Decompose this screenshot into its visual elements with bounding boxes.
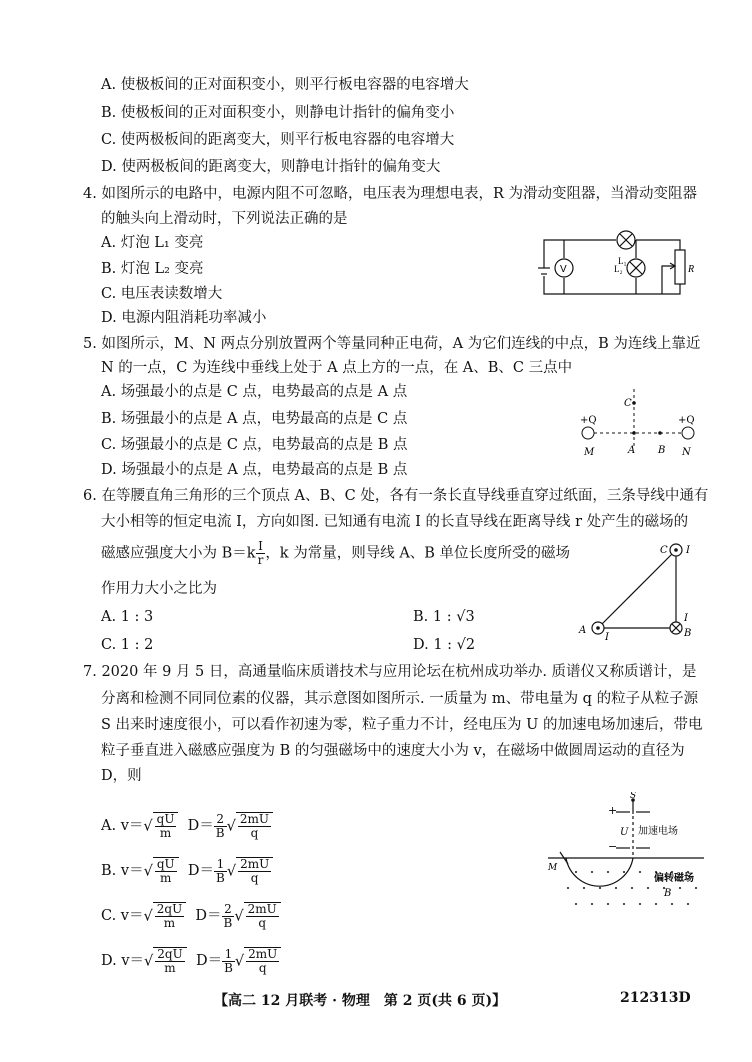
q6-current-a-label: I <box>605 632 609 643</box>
q4-circuit-diagram <box>530 228 700 303</box>
q7-stem-line3: S 出来时速度很小，可以看作初速为零，粒子重力不计，经电压为 U 的加速电场加速后，带电 <box>101 717 703 733</box>
q4-option-c: C. 电压表读数增大 <box>101 286 223 302</box>
q5-option-d: D. 场强最小的点是 A 点，电势最高的点是 B 点 <box>101 462 408 478</box>
q6-current-b-label: I <box>684 613 688 624</box>
q7-source-label: S <box>630 792 637 801</box>
svg-text:+: + <box>608 804 618 817</box>
q6-a-label: A <box>579 625 587 636</box>
q3-option-c: C. 使两极板间的距离变大，则平行板电容器的电容增大 <box>101 132 455 148</box>
q6-formula-prefix: 磁感应强度大小为 B＝k <box>101 545 256 562</box>
q7-stem-line5: D，则 <box>101 768 142 784</box>
q5-charges-diagram <box>574 385 704 460</box>
q7-mass-spectrometer-diagram <box>546 792 706 917</box>
q6-option-b: B. 1 : √3 <box>413 609 475 625</box>
q7-b-label: B <box>664 888 672 899</box>
q5-stem-line1: 5. 如图所示，M、N 两点分别放置两个等量同种正电荷，A 为它们连线的中点，B 为连线上靠近 <box>83 336 701 352</box>
q6-formula-fraction: $\frac{I}{r}$ <box>257 539 264 567</box>
q7-stem-line1: 7. 2020 年 9 月 5 日，高通量临床质谱技术与应用论坛在杭州成功举办. 质谱仪又称质谱计，是 <box>83 664 697 680</box>
q5-option-c: C. 场强最小的点是 C 点，电势最高的点是 B 点 <box>101 437 408 453</box>
q5-m-label: M <box>584 447 595 458</box>
q5-option-b: B. 场强最小的点是 A 点，电势最高的点是 C 点 <box>101 411 408 427</box>
q4-voltmeter-label: V <box>560 264 567 275</box>
q5-n-label: N <box>682 447 691 458</box>
q6-stem-line3 <box>101 540 570 567</box>
q5-a-label: A <box>628 445 636 456</box>
svg-text:−: − <box>608 840 618 853</box>
q7-stem-line4: 粒子垂直进入磁感应强度为 B 的匀强磁场中的速度大小为 v，在磁场中做圆周运动的直径为 <box>101 743 685 759</box>
q6-stem-line4: 作用力大小之比为 <box>101 581 217 597</box>
q6-c-label: C <box>660 545 668 556</box>
q4-option-b: B. 灯泡 L₂ 变亮 <box>101 261 204 277</box>
q4-option-a: A. 灯泡 L₁ 变亮 <box>101 235 204 251</box>
q6-option-c: C. 1 : 2 <box>101 637 154 653</box>
q6-b-label: B <box>684 628 692 639</box>
q6-triangle-diagram <box>576 536 706 646</box>
exam-code: 212313D <box>620 990 691 1006</box>
q7-option-b: B. v＝√ $\frac{qU}{m}$ D＝ $\frac{1}{B}$ √ $\frac{2mU}{q}$ <box>101 857 273 885</box>
q7-stem-line2: 分离和检测不同同位素的仪器，其示意图如图所示. 一质量为 m、带电量为 q 的粒子从粒子源 <box>101 691 699 707</box>
q6-stem-line1: 6. 在等腰直角三角形的三个顶点 A、B、C 处，各有一条长直导线垂直穿过纸面，三条导线中通有 <box>83 488 709 504</box>
q3-option-b: B. 使极板间的正对面积变小，则静电计指针的偏角变小 <box>101 105 455 121</box>
q7-option-d: D. v＝√ $\frac{2qU}{m}$ D＝ $\frac{1}{B}$ √ $\frac{2mU}{q}$ <box>101 947 281 975</box>
q6-current-c-label: I <box>686 545 690 556</box>
q6-formula-suffix: ，k 为常量，则导线 A、B 单位长度所受的磁场 <box>265 545 571 562</box>
q5-stem-line2: N 的一点，C 为连线中垂线上处于 A 点上方的一点，在 A、B、C 三点中 <box>101 360 573 376</box>
q7-deflect-field-label: 偏转磁场 <box>654 873 694 884</box>
page-footer: 【高二 12 月联考 · 物理 第 2 页(共 6 页)】 <box>214 993 507 1009</box>
q4-l2-label: L₂ <box>614 264 623 274</box>
q3-option-d: D. 使两极板间的距离变大，则静电计指针的偏角变大 <box>101 159 441 175</box>
q5-charge-n-label: +Q <box>678 415 695 426</box>
q3-option-a: A. 使极板间的正对面积变小，则平行板电容器的电容增大 <box>101 77 469 93</box>
q7-accel-field-label: 加速电场 <box>638 826 678 837</box>
q6-option-a: A. 1 : 3 <box>101 609 154 625</box>
q5-c-label: C <box>624 398 632 409</box>
q4-option-d: D. 电源内阻消耗功率减小 <box>101 310 267 326</box>
q4-r-label: R <box>688 264 695 275</box>
q7-m-label: M <box>548 863 558 873</box>
q6-option-d: D. 1 : √2 <box>413 637 476 653</box>
q4-stem-line2: 的触头向上滑动时，下列说法正确的是 <box>101 211 348 227</box>
q5-option-a: A. 场强最小的点是 C 点，电势最高的点是 A 点 <box>101 384 408 400</box>
q6-stem-line2: 大小相等的恒定电流 I，方向如图. 已知通有电流 I 的长直导线在距离导线 r 处产生的磁场的 <box>101 514 689 530</box>
q7-option-a: A. v＝√ $\frac{qU}{m}$ D＝ $\frac{2}{B}$ √ $\frac{2mU}{q}$ <box>101 812 273 840</box>
q4-l1-label: L₁ <box>618 256 627 266</box>
q7-voltage-label: U <box>620 827 629 838</box>
q7-option-c: C. v＝√ $\frac{2qU}{m}$ D＝ $\frac{2}{B}$ √ $\frac{2mU}{q}$ <box>101 902 281 930</box>
q4-stem-line1: 4. 如图所示的电路中，电源内阻不可忽略，电压表为理想电表，R 为滑动变阻器，当滑动变阻器 <box>83 186 697 202</box>
q5-b-label: B <box>658 445 666 456</box>
q5-charge-m-label: +Q <box>580 415 597 426</box>
